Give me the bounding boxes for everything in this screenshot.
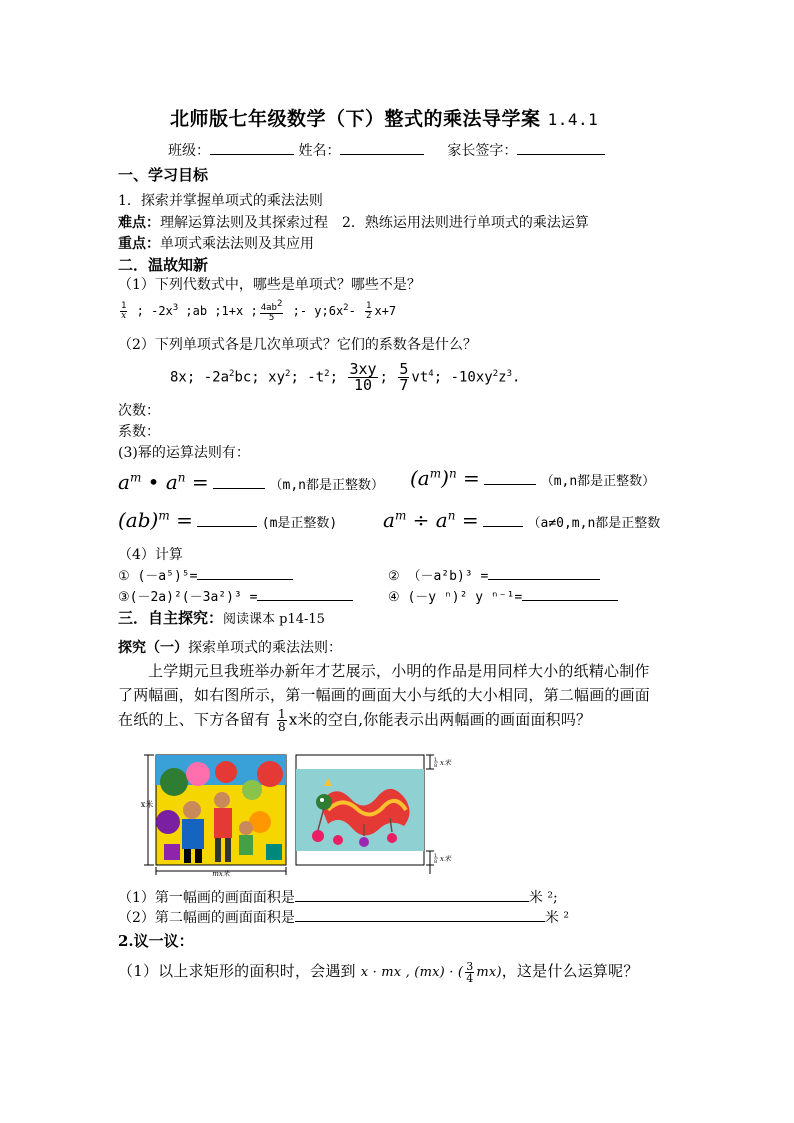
section-goals-heading: 一、学习目标 [118,166,209,184]
rule-power-blank[interactable] [484,470,536,485]
key-text: 单项式乘法法则及其应用 [160,236,314,252]
monomial-list: 8x; $-2a^2bc$; $xy^2$; $-t^2$; $\frac{3xy}{10}$ ; $\frac{5}{7}$ $vt^4$; $-10xy^2z^3$. [170,360,521,394]
calc-3-blank[interactable] [257,586,353,601]
fig2-bottom-label: x米 [440,855,451,863]
expression-list: $\frac{1}{x}$ ; $-2x^3$ ;ab ;1+x ; $\frac{4ab^2}{5}$ ;- $y;6x^2-$ $\frac{1}{2}$ x+7 [121,299,397,323]
degree-label: 次数： [118,403,160,419]
calc-2-text: ② （－a²b)³ = [388,569,489,584]
rule-product: $a^m$ • $a^n = (m,n$都是正整数） [118,470,385,494]
discuss-heading: 2.议一议： [118,932,194,950]
calc-1-blank[interactable] [197,565,293,580]
class-label: 班级： [168,143,210,159]
calc-4-blank[interactable] [522,586,618,601]
svg-text:1: 1 [434,757,438,763]
key-line [118,233,314,253]
rule-product-power: (ab)$^m$ = (m是正整数) [118,508,338,532]
painting-1-illustration [140,752,290,877]
parent-sign-field[interactable] [517,140,605,155]
monomial-3xy-over-10: $\frac{3xy}{10}$ [349,360,377,394]
rule-product-blank[interactable] [213,474,265,489]
problem-line-2: 了两幅画，如右图所示，第一幅画的画面大小与纸的大小相同，第二幅画的画面 [118,686,651,704]
difficulty-line [118,212,589,232]
explore-1-text: 探索单项式的乘法法则： [188,640,342,656]
rule-power-condition: （m,n都是正整数） [540,474,656,489]
fig2-top-label: x米 [440,759,451,767]
class-field[interactable] [210,140,294,155]
rule-product-power-condition: (m是正整数) [261,516,338,531]
expr-half: $\frac{1}{2}$ [366,301,372,321]
svg-text:8: 8 [434,859,438,865]
name-field[interactable] [340,140,424,155]
name-label: 姓名： [298,143,341,159]
area-question-1 [118,887,558,907]
painting-1-figure [140,752,290,877]
svg-text:8: 8 [434,763,438,769]
calc-3 [118,586,353,605]
question-2: （2）下列单项式各是几次单项式？它们的系数各是什么？ [118,337,477,353]
title-text: 北师版七年级数学（下）整式的乘法导学案 [170,108,541,130]
painting-2-illustration [294,752,454,877]
discuss-question-1a: （1）以上求矩形的面积时，会遇到 [118,962,356,980]
calc-3-text: ③(－2a)²(－3a²)³ = [118,590,258,605]
area-question-1-text: （1）第一幅画的画面面积是 [118,890,295,906]
fig1-left-label: x米 [140,800,154,809]
key-label: 重点： [118,236,160,252]
fraction-one-eighth: $\frac{1}{8}$ [277,707,286,734]
calc-4 [388,586,618,605]
calc-1-text: ① (－a⁵)⁵= [118,569,198,584]
section-review-heading: 二．温故知新 [118,256,209,274]
question-4: （4）计算 [118,547,183,563]
svg-text:1: 1 [434,853,438,859]
rule-product-condition: （m,n都是正整数） [269,478,385,493]
explore-1-title [118,637,342,657]
expr-1-over-x: $\frac{1}{x}$ [121,301,127,321]
coefficient-label: 系数： [118,424,160,440]
area-answer-2[interactable] [295,907,545,922]
rule-quotient-condition: （a≠0,m,n都是正整数 [527,516,661,531]
parent-sign-label: 家长签字： [447,143,518,159]
painting-2-figure [294,752,454,877]
problem-line-1: 上学期元旦我班举办新年才艺展示，小明的作品是用同样大小的纸精心制作 [148,662,650,680]
explore-1-label: 探究（一） [118,640,188,656]
problem-line-3b: x米的空白,你能表示出两幅画的画面面积吗？ [288,710,592,729]
monomial-5-over-7: $\frac{5}{7}$ [399,360,409,394]
rule-power: $(a^m)^n = (m,n$都是正整数） [410,466,656,490]
area-answer-1[interactable] [295,887,529,902]
fig1-bottom-label: mx米 [212,870,230,877]
area-unit-1: 米 ²; [528,890,558,906]
difficulty-text: 理解运算法则及其探索过程 2．熟练运用法则进行单项式的乘法运算 [160,215,589,231]
discuss-question-1 [118,960,639,984]
area-unit-2: 米 ² [544,910,569,926]
question-3: (3)幂的运算法则有： [118,445,250,461]
area-question-2-text: （2）第二幅画的画面面积是 [118,910,295,926]
problem-line-3 [118,708,591,733]
calc-1 [118,565,293,584]
question-1: （1）下列代数式中，哪些是单项式？哪些不是？ [118,277,421,293]
calc-4-text: ④ (－y ⁿ)² y ⁿ⁻¹= [388,590,523,605]
area-question-2 [118,907,569,927]
discuss-question-1b: ，这是什么运算呢？ [501,962,639,980]
title-version: 1.4.1 [547,110,599,129]
discuss-expression: x · mx , (mx) · ( $\frac{3}{4}$ mx) [360,960,502,985]
rule-product-power-blank[interactable] [197,512,257,527]
expr-4ab2-over-5: $\frac{4ab^2}{5}$ [260,299,283,323]
explore-heading-text: 三．自主探究： [118,609,224,627]
info-line [168,140,605,160]
page-title [170,104,598,131]
goal-1: 1．探索并掌握单项式的乘法法则 [118,193,323,209]
reading-assignment: 阅读课本 p14-15 [223,612,325,627]
rule-quotient-blank[interactable] [483,512,523,527]
problem-line-3a: 在纸的上、下方各留有 [118,710,271,729]
section-explore-heading [118,607,325,628]
calc-2-blank[interactable] [488,565,600,580]
calc-2 [388,565,600,584]
rule-quotient: $a^m \div a^n = (a\ne 0,m,n$都是正整数 [383,508,661,532]
difficulty-label: 难点： [118,215,160,231]
